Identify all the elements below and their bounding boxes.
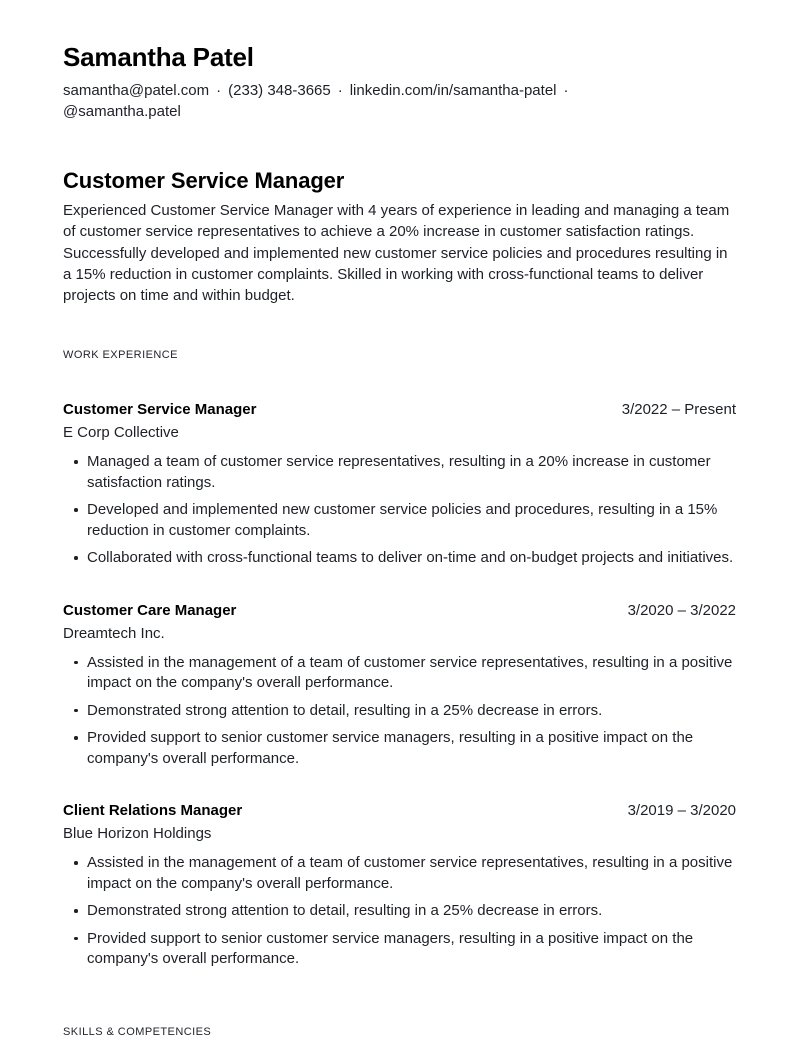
section-label-skills: SKILLS & COMPETENCIES: [63, 1025, 212, 1038]
resume-header: [63, 0, 736, 122]
contact-separator: ·: [216, 82, 222, 99]
profile-headline: Customer Service Manager: [63, 168, 345, 193]
job-bullet: [63, 452, 736, 493]
profile-summary: Experienced Customer Service Manager with 4 years of experience in leading and managing a team of customer service representatives to achieve a 20% increase in customer satisfaction ratings. Successfully developed and implemented new customer service policies and procedures resulting in a 15% reduction in customer complaints. Skilled in working with cross-functional teams to deliver projects on time and within budget.: [63, 202, 730, 305]
job-bullet-list: [63, 853, 736, 970]
job-entry: [63, 801, 736, 970]
job-bullet-text: Demonstrated strong attention to detail, resulting in a 25% decrease in errors.: [87, 902, 603, 920]
contact-item[interactable]: linkedin.com/in/samantha-patel: [349, 82, 557, 99]
job-dates: 3/2020 – 3/2022: [627, 601, 736, 619]
job-bullet: [63, 901, 736, 922]
job-bullet-text: Assisted in the management of a team of customer service representatives, resulting in a positive impact on the company's overall performance.: [87, 653, 733, 692]
job-bullet-text: Developed and implemented new customer service policies and procedures, resulting in a 15% reduction in customer complaints.: [87, 501, 718, 539]
job-bullet-text: Demonstrated strong attention to detail, resulting in a 25% decrease in errors.: [87, 701, 603, 719]
bullet-dot-icon: [74, 736, 78, 740]
job-bullet: [63, 929, 736, 970]
job-company: Blue Horizon Holdings: [63, 825, 212, 843]
job-entry: [63, 400, 736, 569]
job-bullet-text: Collaborated with cross-functional teams to deliver on-time and on-budget projects and initiatives.: [87, 549, 734, 567]
profile-block: [63, 167, 736, 306]
job-header: [63, 601, 736, 621]
contact-item[interactable]: samantha@patel.com: [63, 82, 210, 99]
bullet-dot-icon: [74, 661, 78, 665]
section-label-work-experience: WORK EXPERIENCE: [63, 349, 178, 362]
bullet-dot-icon: [74, 909, 78, 913]
job-bullet: [63, 548, 736, 569]
job-bullet-text: Assisted in the management of a team of customer service representatives, resulting in a positive impact on the company's overall performance.: [87, 854, 733, 892]
job-entry: [63, 601, 736, 770]
bullet-dot-icon: [74, 460, 78, 464]
job-bullet: [63, 500, 736, 541]
candidate-name: Samantha Patel: [63, 42, 254, 72]
bullet-dot-icon: [74, 861, 78, 865]
job-dates: 3/2022 – Present: [621, 401, 736, 419]
job-title: Customer Care Manager: [63, 601, 237, 619]
job-company: Dreamtech Inc.: [63, 624, 165, 642]
bullet-dot-icon: [74, 709, 78, 713]
contact-line: [63, 80, 663, 122]
work-experience-list: [63, 400, 736, 970]
job-bullet-text: Provided support to senior customer service managers, resulting in a positive impact on the company's overall performance.: [87, 929, 694, 968]
contact-separator: ·: [563, 82, 569, 99]
job-bullet-text: Provided support to senior customer service managers, resulting in a positive impact on the company's overall performance.: [87, 729, 694, 767]
job-bullet: [63, 653, 736, 694]
job-bullet: [63, 853, 736, 894]
job-bullet-list: [63, 452, 736, 569]
job-company: E Corp Collective: [63, 424, 179, 442]
job-bullet: [63, 728, 736, 769]
job-header: [63, 801, 736, 821]
job-dates: 3/2019 – 3/2020: [627, 802, 736, 820]
job-bullet-text: Managed a team of customer service representatives, resulting in a 20% increase in customer satisfaction ratings.: [87, 453, 711, 491]
job-bullet-list: [63, 653, 736, 770]
contact-item[interactable]: (233) 348-3665: [228, 82, 331, 99]
bullet-dot-icon: [74, 508, 78, 512]
contact-separator: ·: [337, 82, 343, 99]
job-header: [63, 400, 736, 420]
job-title: Customer Service Manager: [63, 401, 257, 419]
bullet-dot-icon: [74, 937, 78, 941]
job-title: Client Relations Manager: [63, 802, 243, 820]
job-bullet: [63, 701, 736, 722]
contact-item[interactable]: @samantha.patel: [63, 103, 181, 120]
bullet-dot-icon: [74, 556, 78, 560]
